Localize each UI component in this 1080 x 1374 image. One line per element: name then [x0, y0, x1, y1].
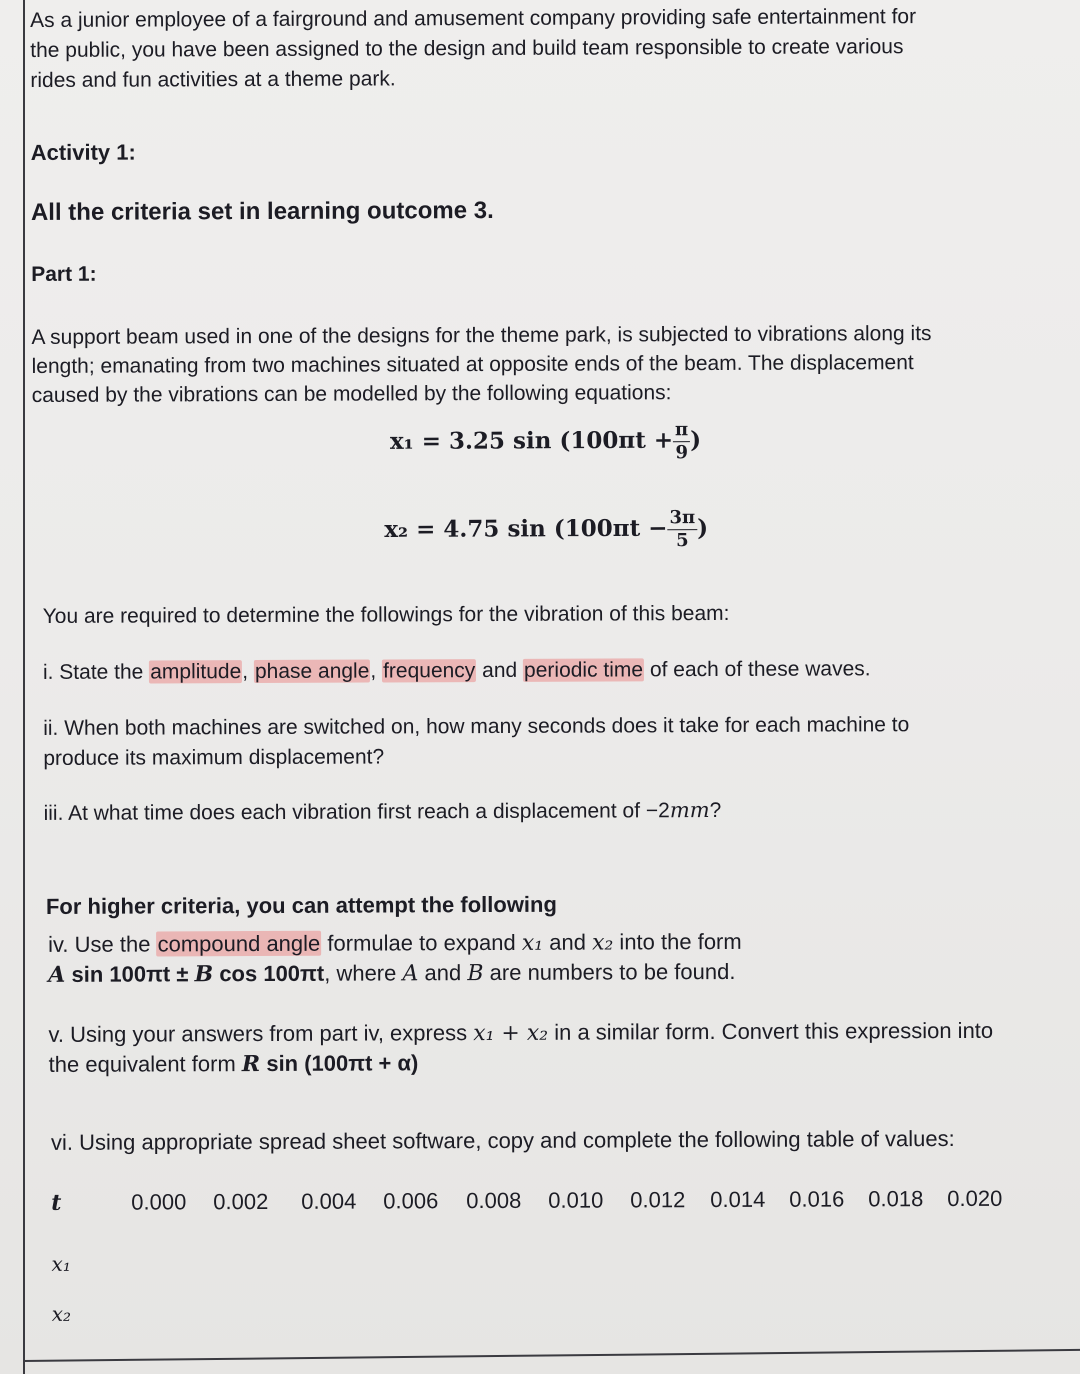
problem-line-2: length; emanating from two machines situated at opposite ends of the beam. The displacement [31, 351, 914, 378]
table-t-value: 0.000 [131, 1189, 187, 1215]
question-iii-end: ? [709, 798, 722, 823]
question-ii-line-2: produce its maximum displacement? [43, 745, 385, 770]
question-iv-end: into the form [619, 928, 742, 955]
left-margin-line [23, 0, 25, 1374]
highlight-amplitude: amplitude [150, 660, 242, 684]
question-v-form-label: the equivalent form [48, 1051, 236, 1077]
equation-x1 [390, 419, 701, 465]
question-iii [43, 797, 721, 827]
table-t-value: 0.010 [548, 1187, 604, 1213]
problem-line-3: caused by the vibrations can be modelled by the following equations: [31, 381, 672, 407]
question-v-end: in a similar form. Convert this expression into [554, 1017, 994, 1045]
highlight-compound-angle: compound angle [157, 930, 321, 957]
equation-x1-fraction [673, 419, 690, 464]
question-i-sep3: and [482, 658, 518, 683]
intro-line-1: As a junior employee of a fairground and amusement company providing safe entertainment for [30, 5, 917, 32]
question-i [43, 656, 871, 686]
question-i-sep2: , [370, 659, 377, 683]
question-iv-where: , where [324, 960, 397, 986]
question-ii-line-1: ii. When both machines are switched on, how many seconds does it take for each machine to [43, 713, 910, 740]
question-iv-and-2: and [424, 960, 462, 986]
table-t-value: 0.008 [466, 1187, 522, 1214]
question-v-expr: x₁ + x₂ [473, 1020, 549, 1047]
question-iv-x2: x₂ [591, 930, 614, 956]
activity-heading: Activity 1: [30, 139, 136, 165]
table-t-value: 0.012 [630, 1187, 686, 1213]
equation-x2-lhs: x₂ = 4.75 sin (100πt − [384, 514, 668, 543]
equation-x2 [384, 507, 708, 553]
question-vi: vi. Using appropriate spread sheet software, copy and complete the following table of values: [50, 1125, 955, 1155]
question-iv-line-1 [48, 929, 742, 959]
question-v-line-2 [49, 1050, 419, 1078]
question-iv-mid: formulae to expand [327, 929, 516, 956]
table-t-value: 0.006 [383, 1188, 439, 1214]
question-iv-tail: are numbers to be found. [489, 958, 736, 986]
table-row-t [51, 1186, 1051, 1220]
table-t-value: 0.020 [947, 1185, 1003, 1212]
intro-line-2: the public, you have been assigned to the design and build team responsible to create various [30, 35, 904, 62]
table-label-t: t [51, 1189, 62, 1216]
question-i-suffix: of each of these waves. [649, 657, 871, 682]
intro-line-3: rides and fun activities at a theme park. [30, 67, 396, 92]
question-iv-and: and [549, 929, 586, 955]
equation-x2-denominator: 5 [676, 530, 689, 552]
criteria-heading: All the criteria set in learning outcome 3. [30, 196, 494, 226]
table-t-value: 0.016 [789, 1186, 845, 1212]
question-iv-b-ref: B [467, 961, 484, 987]
highlight-phase-angle: phase angle [254, 659, 370, 684]
problem-line-1: A support beam used in one of the designs for the theme park, is subjected to vibrations along its [31, 322, 932, 349]
equation-x1-numerator: π [673, 419, 690, 442]
requirements-intro: You are required to determine the followings for the vibration of this beam: [42, 601, 730, 628]
question-iv-sin-term: sin 100πt ± [71, 961, 189, 987]
table-label-x2: x₂ [51, 1301, 72, 1326]
highlight-periodic-time: periodic time [523, 658, 644, 682]
table-label-x1: x₁ [51, 1251, 71, 1276]
equation-x2-numerator: 3π [667, 507, 697, 530]
table-t-value: 0.002 [213, 1188, 269, 1215]
question-i-sep1: , [242, 660, 249, 684]
question-iv-a-ref: A [402, 961, 419, 987]
equation-x1-denominator: 9 [675, 442, 689, 464]
question-iv-x1: x₁ [521, 930, 544, 956]
question-iv-cos-term: cos 100πt [219, 960, 325, 987]
equation-x1-close: ) [690, 426, 702, 454]
question-v-line-1 [48, 1018, 993, 1049]
bottom-line [23, 1349, 1080, 1362]
part-heading: Part 1: [31, 262, 97, 286]
equation-x1-lhs: x₁ = 3.25 sin (100πt + [389, 426, 674, 455]
higher-criteria-heading: For higher criteria, you can attempt the following [45, 891, 557, 919]
table-row-x1 [51, 1251, 251, 1282]
table-t-value: 0.014 [710, 1186, 766, 1213]
question-iii-text: iii. At what time does each vibration first reach a displacement of −2 [43, 799, 670, 825]
question-iv-prefix: iv. Use the [48, 931, 151, 957]
question-i-prefix: i. State the [42, 660, 144, 684]
table-row-x2 [52, 1301, 252, 1332]
question-iii-unit: mm [669, 798, 710, 823]
table-t-value: 0.004 [301, 1188, 357, 1214]
question-v-r: R [241, 1051, 261, 1078]
question-iv-line-2 [48, 959, 735, 989]
question-v-sin-term: sin (100πt + α) [266, 1050, 419, 1076]
equation-x2-fraction [667, 507, 697, 552]
equation-x2-close: ) [697, 514, 709, 542]
table-t-value: 0.018 [868, 1186, 924, 1212]
question-v-prefix: v. Using your answers from part iv, express [48, 1020, 468, 1047]
highlight-frequency: frequency [383, 659, 476, 683]
question-iv-coef-b: B [194, 961, 214, 988]
question-iv-coef-a: A [48, 961, 66, 988]
